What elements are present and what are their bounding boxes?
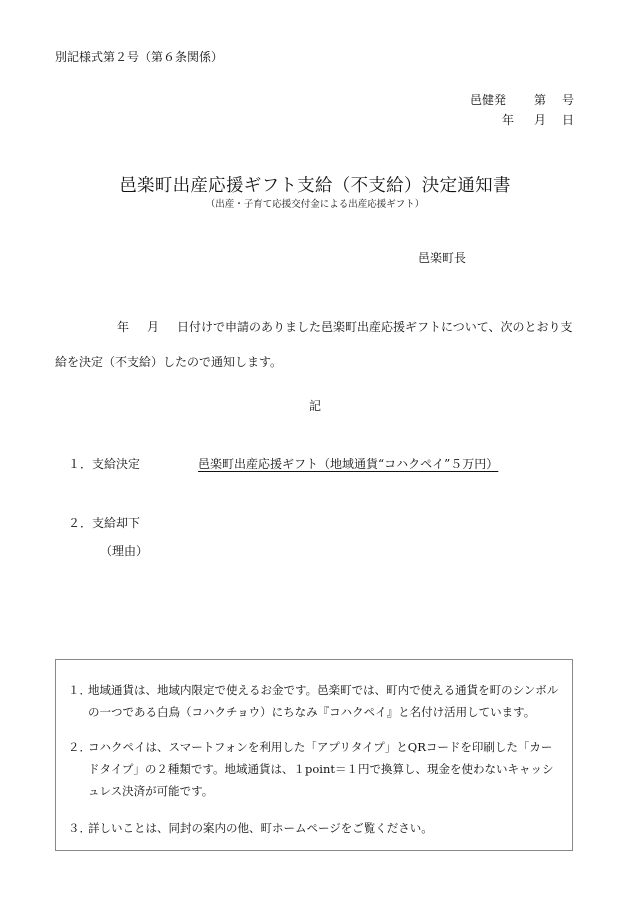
document-number-block [470, 90, 575, 130]
note-text: 詳しいことは、同封の案内の他、町ホームページをご覧ください。 [88, 821, 433, 835]
document-number-row [470, 90, 575, 110]
item-approval-label: １．支給決定 [68, 457, 141, 471]
document-title: 邑楽町出産応援ギフト支給（不支給）決定通知書 [119, 176, 511, 196]
ki-heading: 記 [308, 399, 321, 413]
note-item [68, 679, 562, 723]
date-month-label: 月 [533, 113, 546, 127]
note-number: １． [68, 683, 91, 697]
note-text: コハクペイは、スマートフォンを利用した「アプリタイプ」とQRコードを印刷した「カードタイプ」の２種類です。地域通貨は、１point＝１円で換算し、現金を使わないキャッシュレス決済が可能です。 [88, 740, 554, 798]
note-number: ３． [68, 821, 91, 835]
note-item [68, 736, 562, 802]
item-rejection-reason: （理由） [100, 544, 149, 558]
body-paragraph [55, 310, 575, 380]
date-year-label: 年 [501, 113, 514, 127]
body-text: 日付けで申請のありました邑楽町出産応援ギフトについて、次のとおり支給を決定（不支給）したので通知します。 [55, 320, 573, 369]
document-date-row [470, 110, 575, 130]
sender-name: 邑楽町長 [418, 251, 467, 265]
note-text: 地域通貨は、地域内限定で使えるお金です。邑楽町では、町内で使える通貨を町のシンボルの一つである白鳥（コハクチョウ）にちなみ『コハクペイ』と名付け活用しています。 [88, 683, 559, 719]
date-day-label: 日 [562, 113, 575, 127]
document-subtitle: （出産・子育て応援交付金による出産応援ギフト） [205, 199, 425, 210]
document-number-label: 第 [533, 93, 546, 107]
form-reference: 別記様式第２号（第６条関係） [55, 50, 224, 64]
item-approval-value: 邑楽町出産応援ギフト（地域通貨“コハクペイ”５万円） [198, 457, 499, 471]
body-date-month: 月 [147, 320, 160, 334]
note-number: ２． [68, 740, 91, 754]
item-rejection-label: ２．支給却下 [68, 516, 141, 530]
document-go-label: 号 [562, 93, 575, 107]
body-date-year: 年 [117, 320, 130, 334]
document-dept-code: 邑健発 [470, 93, 507, 107]
notes-box [55, 659, 573, 851]
note-item [68, 817, 562, 839]
